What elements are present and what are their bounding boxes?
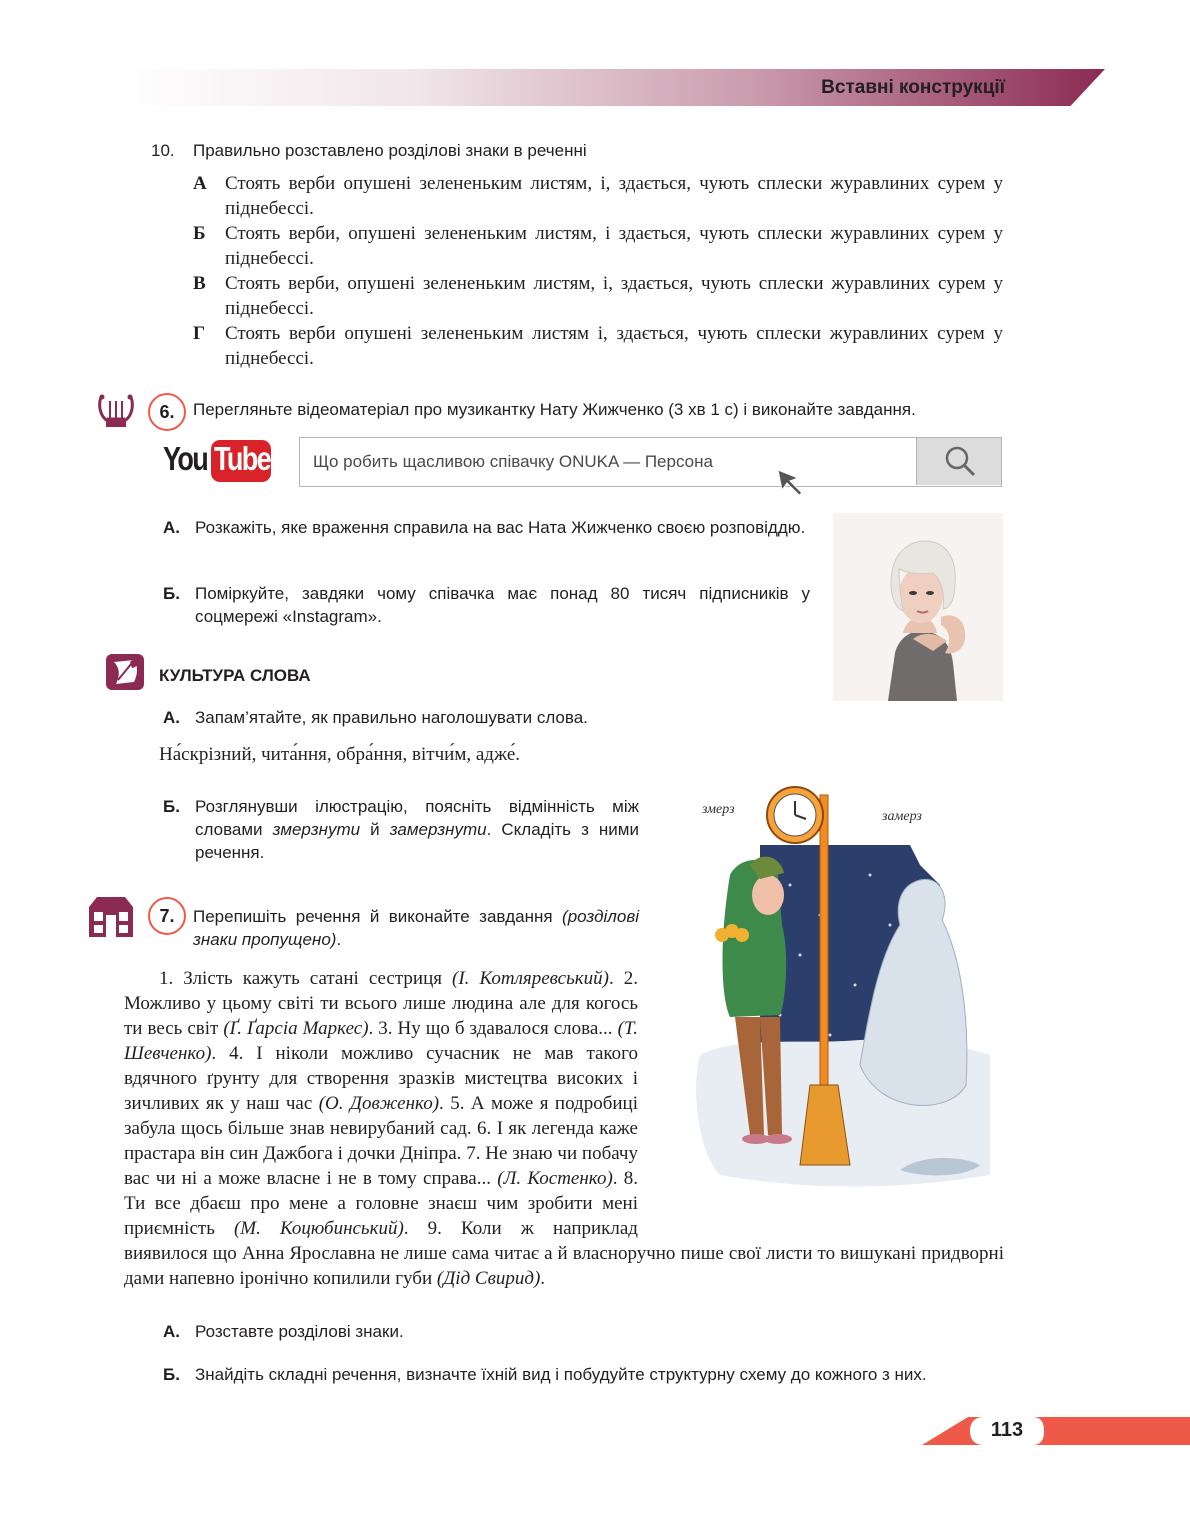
sentence-text: . 8. Ти все дбаєш про мене а головне знаєш чим зробити мені приємність xyxy=(124,1168,639,1239)
citation-author: (І. Котляревський) xyxy=(452,968,609,989)
citation-author: (Дід Свирид) xyxy=(436,1268,541,1289)
task7-part-a xyxy=(163,1320,1003,1343)
part-label: Б. xyxy=(163,584,180,603)
answer-option-a[interactable] xyxy=(193,171,1003,221)
text-span: . Складіть з ними речення. xyxy=(195,820,639,862)
part-text xyxy=(195,795,639,864)
youtube-logo-you: You xyxy=(163,440,208,477)
sentence-text: . 9. Коли ж наприклад виявилося що Анна Ярославна не лише сама читає а й власноручно пише свої листи то вишукані придворні дами напевно іронічно копилили губи xyxy=(124,1218,1004,1289)
task7-sentences xyxy=(124,966,1004,1291)
task7-part-b xyxy=(163,1363,1023,1386)
italic-text: (розділові знаки пропущено) xyxy=(193,907,639,949)
chapter-title: Вставні конструкції xyxy=(821,77,1005,98)
sentence-text: . 2. Можливо у цьому світі ти всього лише людина але для когось ти весь світ xyxy=(124,968,638,1039)
option-letter: Г xyxy=(193,323,206,344)
option-letter: В xyxy=(193,273,206,294)
citation-author: (Л. Костенко) xyxy=(497,1168,613,1189)
sentence-text: . 5. А може я подробиці забула щось більше знав невирубаний сад. 6. І як легенда каже прастара він син Дажбога і дочки Дніпра. 7. Не знаю чи побачу вас чи ні а може власне і не в тому справа... xyxy=(124,1093,638,1189)
part-text: Розкажіть, яке враження справила на вас Ната Жижченко своєю розповіддю. xyxy=(195,518,806,537)
task6-part-a xyxy=(163,516,810,539)
search-button[interactable] xyxy=(916,438,1001,485)
search-input[interactable]: Що робить щасливою співачку ONUKA — Персона xyxy=(313,452,713,471)
answer-option-b[interactable] xyxy=(193,221,1003,271)
answer-option-d[interactable] xyxy=(193,321,1003,371)
task-title xyxy=(193,905,639,951)
page-number-tab xyxy=(922,1417,1190,1445)
text-span: Перепишіть речення й виконайте завдання xyxy=(193,907,563,926)
part-text: Поміркуйте, завдяки чому співачка має понад 80 тисяч підписників у соцмережі «Instagram». xyxy=(195,584,810,626)
answer-option-c[interactable] xyxy=(193,271,1003,321)
part-label: А. xyxy=(163,518,180,537)
part-text: Знайдіть складні речення, визначте їхній вид і побудуйте структурну схему до кожного з них. xyxy=(195,1365,927,1384)
sentence-text: 1. Злість кажуть сатані сестриця xyxy=(159,968,453,989)
text-span: Розглянувши ілюстрацію, поясніть відмінність між словами xyxy=(195,797,639,839)
italic-word: замерзнути xyxy=(389,820,487,839)
youtube-logo xyxy=(163,440,273,484)
citation-author: (Т. Шевченко) xyxy=(124,1018,639,1064)
task-title: Перегляньте відеоматеріал про музикантку Нату Жижченко (3 хв 1 с) і виконайте завдання. xyxy=(193,400,916,419)
singer-photo xyxy=(833,513,1003,701)
task6-part-b xyxy=(163,582,810,628)
search-icon xyxy=(917,438,1002,485)
citation-author: (М. Коцюбинський) xyxy=(233,1218,404,1239)
stress-words: На́скрізний, чита́ння, обра́ння, вітчи́м, адже́. xyxy=(159,744,521,765)
text-span: . xyxy=(336,930,342,949)
sentence-text: . 3. Ну що б здавалося слова... xyxy=(368,1018,618,1039)
sentence-text: . 4. І ніколи можливо сучасник не мав такого вдячного ґрунту для створення зразків мистецтва високих і зичливих як у наш час xyxy=(124,1043,638,1114)
citation-author: (О. Довженко) xyxy=(318,1093,440,1114)
music-lyre-icon xyxy=(96,391,136,431)
text-span: й xyxy=(360,820,390,839)
part-label: Б. xyxy=(163,1365,180,1384)
youtube-logo-tube: Tube xyxy=(214,440,271,477)
option-letter: А xyxy=(193,173,207,194)
option-text: Стоять верби опушені зелененьким листям, і, здається, чують сплески журавлиних сурем у піднебессі. xyxy=(225,173,1003,219)
sentence-text: . xyxy=(540,1268,546,1289)
culture-part-b xyxy=(163,795,639,864)
task-number-badge: 7. xyxy=(148,897,186,935)
page-number: 113 xyxy=(990,1419,1024,1441)
option-text: Стоять верби, опушені зелененьким листям, і, здається, чують сплески журавлиних сурем у піднебессі. xyxy=(225,273,1003,319)
question-text: Правильно розставлено розділові знаки в реченні xyxy=(193,141,587,160)
italic-word: змерзнути xyxy=(272,820,361,839)
house-icon xyxy=(85,895,137,939)
illustration-label-right: замерз xyxy=(882,809,922,824)
part-text: Запам’ятайте, як правильно наголошувати слова. xyxy=(195,708,588,727)
part-label: А. xyxy=(163,1322,180,1341)
part-label: А. xyxy=(163,708,180,727)
illustration-label-left: змерз xyxy=(702,802,735,817)
culture-part-a xyxy=(163,706,803,729)
citation-author: (Ґ. Ґарсіа Маркес) xyxy=(223,1018,369,1039)
part-label: Б. xyxy=(163,797,180,816)
mouse-cursor-icon xyxy=(776,468,806,496)
search-bar xyxy=(299,437,1002,487)
option-letter: Б xyxy=(193,223,206,244)
question-number: 10. xyxy=(151,141,175,160)
part-text: Розставте розділові знаки. xyxy=(195,1322,404,1341)
option-text: Стоять верби, опушені зелененьким листям, і здається, чують сплески журавлиних сурем у піднебессі. xyxy=(225,223,1003,269)
option-text: Стоять верби опушені зелененьким листям і, здається, чують сплески журавлиних сурем у піднебессі. xyxy=(225,323,1003,369)
task-number-badge: 6. xyxy=(148,393,186,431)
section-title: КУЛЬТУРА СЛОВА xyxy=(159,666,311,685)
scroll-quill-icon xyxy=(104,652,146,692)
